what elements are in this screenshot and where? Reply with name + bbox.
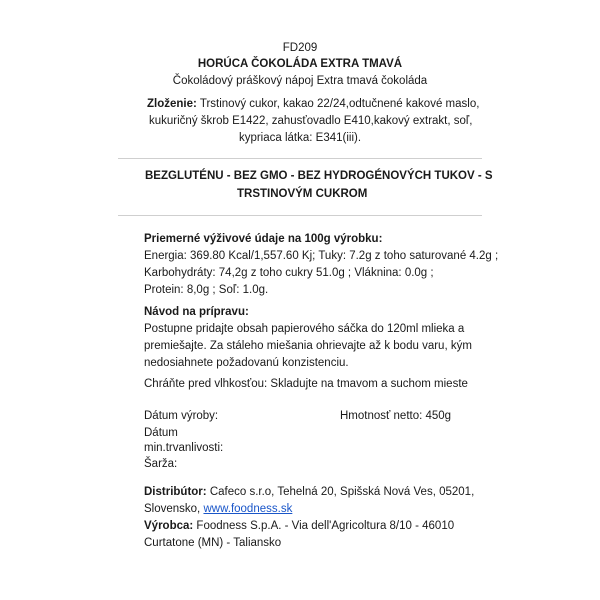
ingredients-text-1: Trstinový cukor, kakao 22/24,odtučnené kakové maslo, [199, 98, 480, 110]
production-date-label: Dátum výroby: [144, 410, 219, 422]
distributor-heading: Distribútor: [144, 486, 207, 498]
net-weight: Hmotnosť netto: 450g [340, 410, 452, 422]
distributor-website-link[interactable]: www.foodness.sk [203, 503, 293, 515]
claims-line-2: TRSTINOVÝM CUKROM [237, 188, 368, 200]
divider [118, 158, 482, 159]
claims-line-1: BEZGLUTÉNU - BEZ GMO - BEZ HYDROGÉNOVÝCH TUKOV - S [145, 170, 493, 182]
best-before-label-2: min.trvanlivosti: [144, 442, 224, 454]
product-title: HORÚCA ČOKOLÁDA EXTRA TMAVÁ [197, 58, 403, 70]
distributor-country: Slovensko, [144, 503, 201, 515]
preparation-line-3: nedosiahnete požadovanú konzistenciu. [144, 357, 349, 369]
nutrition-heading: Priemerné výživové údaje na 100g výrobku: [144, 233, 383, 245]
manufacturer-line-2: Curtatone (MN) - Taliansko [144, 537, 282, 549]
product-code: FD209 [282, 42, 318, 54]
manufacturer-heading: Výrobca: [144, 520, 194, 532]
preparation-line-1: Postupne pridajte obsah papierového sáčka do 120ml mlieka a [144, 323, 465, 335]
nutrition-line-1: Energia: 369.80 Kcal/1,557.60 Kj; Tuky: 7.2g z toho saturované 4.2g ; [144, 250, 499, 262]
ingredients-line-1 [147, 96, 479, 112]
preparation-heading: Návod na prípravu: [144, 306, 249, 318]
nutrition-line-2: Karbohydráty: 74,2g z toho cukry 51.0g ; Vláknina: 0.0g ; [144, 267, 434, 279]
divider [118, 215, 482, 216]
ingredients-line-2: kukuričný škrob E1422, zahusťovadlo E410,kakový extrakt, soľ, [149, 115, 473, 127]
ingredients-line-3: kypriaca látka: E341(iii). [238, 132, 362, 144]
storage-note: Chráňte pred vlhkosťou: Skladujte na tmavom a suchom mieste [144, 378, 468, 390]
best-before-label-1: Dátum [144, 427, 178, 439]
ingredients-heading: Zloženie: [147, 98, 197, 110]
distributor-line-1 [144, 484, 474, 500]
manufacturer-line-1 [144, 518, 454, 534]
distributor-line-2 [144, 501, 292, 517]
batch-label: Šarža: [144, 458, 178, 470]
distributor-address: Cafeco s.r.o, Tehelná 20, Spišská Nová Ves, 05201, [209, 486, 475, 498]
preparation-line-2: premiešajte. Za stáleho miešania ohrievajte až k bodu varu, kým [144, 340, 472, 352]
product-subtitle: Čokoládový práškový nápoj Extra tmavá čokoláda [172, 75, 428, 87]
nutrition-line-3: Protein: 8,0g ; Soľ: 1.0g. [144, 284, 269, 296]
manufacturer-address: Foodness S.p.A. - Via dell'Agricoltura 8/10 - 46010 [196, 520, 455, 532]
